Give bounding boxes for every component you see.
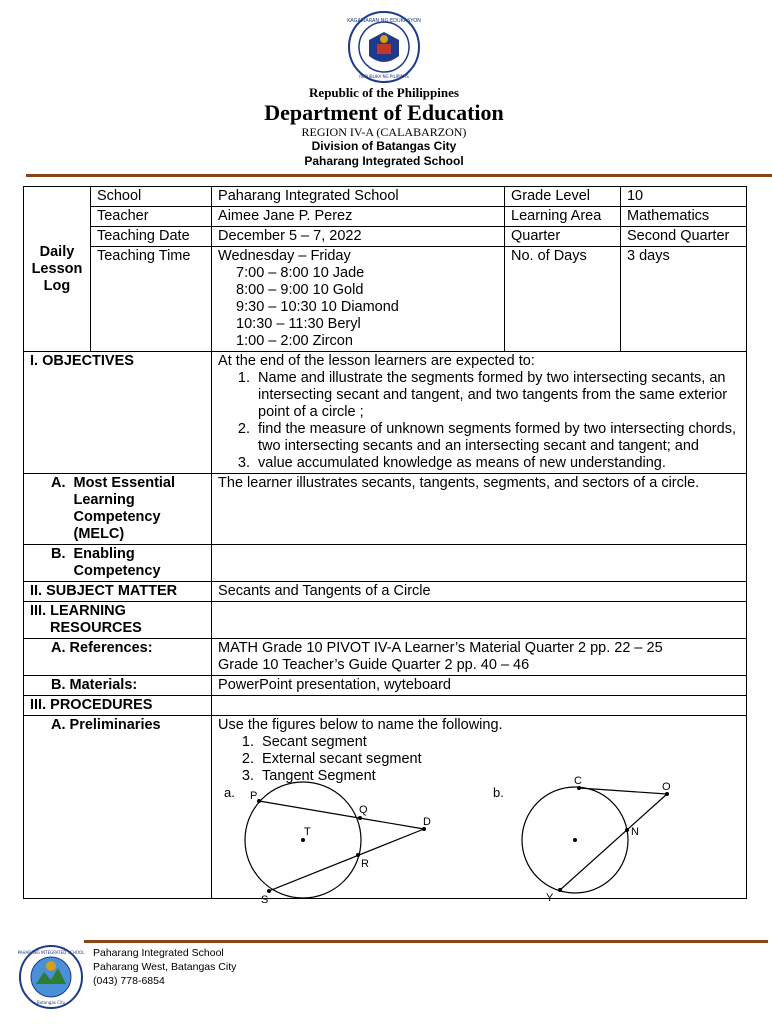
- figure-b-center: [573, 838, 577, 842]
- table-row: [24, 474, 747, 545]
- school-label: School: [90, 187, 211, 207]
- deped-seal-logo: [347, 10, 421, 84]
- preliminaries-item: 3. Tangent Segment: [258, 768, 740, 785]
- republic-line: Republic of the Philippines: [309, 85, 459, 100]
- figure-a-point-s: [267, 889, 271, 893]
- table-row: [24, 187, 747, 207]
- melc-value: The learner illustrates secants, tangents, segments, and sectors of a circle.: [212, 474, 747, 545]
- table-row: [24, 639, 747, 676]
- grade-level-label: Grade Level: [505, 187, 621, 207]
- melc-label-layout: [51, 475, 175, 543]
- table-row: [24, 582, 747, 602]
- table-row: [24, 696, 747, 716]
- school-logo-text: PAHARANG INTEGRATED SCHOOL: [17, 950, 85, 955]
- footer-contact: [93, 946, 236, 988]
- schedule-item: 9:30 – 10:30 10 Diamond: [236, 299, 399, 315]
- figure-a-label-d: D: [423, 816, 431, 828]
- figure-b-label-y: Y: [546, 892, 554, 904]
- header-divider: [26, 174, 772, 177]
- quarter-label: Quarter: [505, 227, 621, 247]
- dll-title-line: Log: [43, 277, 71, 294]
- subject-matter-label: II. SUBJECT MATTER: [24, 582, 212, 602]
- teaching-date-label: Teaching Date: [90, 227, 211, 247]
- dll-title-cell: [24, 187, 91, 352]
- schedule-item: 1:00 – 2:00 Zircon: [236, 333, 353, 349]
- division-line: Division of Batangas City: [311, 139, 457, 153]
- learning-resources-line: RESOURCES: [50, 620, 142, 636]
- materials-value: PowerPoint presentation, wyteboard: [212, 676, 747, 696]
- objectives-label: I. OBJECTIVES: [24, 352, 212, 474]
- quarter-value: Second Quarter: [620, 227, 746, 247]
- school-value: Paharang Integrated School: [212, 187, 505, 207]
- enabling-value: [212, 545, 747, 582]
- figure-a-point-q: [358, 816, 362, 820]
- learning-resources-value: [212, 602, 747, 639]
- figure-b-point-y: [558, 888, 562, 892]
- materials-label: B. Materials:: [24, 676, 212, 696]
- figure-a-label-q: Q: [359, 804, 368, 816]
- references-label: A. References:: [24, 639, 212, 676]
- school-logo-subtext: Batangas City: [37, 1000, 65, 1005]
- figure-b-label: b.: [493, 785, 504, 800]
- figure-a-label-s: S: [261, 894, 269, 906]
- objectives-list: [254, 370, 740, 472]
- subject-matter-value: Secants and Tangents of a Circle: [212, 582, 747, 602]
- dll-title-line: Lesson: [31, 260, 83, 277]
- grade-level-value: 10: [620, 187, 746, 207]
- dll-title-line: Daily: [39, 243, 75, 260]
- no-of-days-label: No. of Days: [505, 247, 621, 352]
- teaching-date-value: December 5 – 7, 2022: [212, 227, 505, 247]
- objectives-intro: At the end of the lesson learners are expected to:: [218, 353, 535, 369]
- objectives-content: [212, 352, 747, 474]
- teaching-time-label: Teaching Time: [90, 247, 211, 352]
- melc-label: [24, 474, 212, 545]
- table-row: [24, 247, 747, 352]
- enabling-letter: B.: [51, 546, 66, 562]
- melc-label-line: Competency: [73, 509, 161, 525]
- learning-area-label: Learning Area: [505, 207, 621, 227]
- figure-a-label-p: P: [250, 790, 258, 802]
- teacher-value: Aimee Jane P. Perez: [212, 207, 505, 227]
- teaching-time-value: [212, 247, 505, 352]
- melc-label-line: (MELC): [73, 526, 125, 542]
- footer-phone: (043) 778-6854: [93, 975, 165, 987]
- no-of-days-value: 3 days: [620, 247, 746, 352]
- table-row: [24, 676, 747, 696]
- figure-b-point-n: [625, 828, 629, 832]
- table-row: [24, 227, 747, 247]
- preliminaries-item: 2. External secant segment: [258, 751, 740, 768]
- learning-area-value: Mathematics: [620, 207, 746, 227]
- daily-lesson-log-table: [23, 186, 747, 906]
- footer-school-name: Paharang Integrated School: [93, 947, 224, 959]
- teacher-label: Teacher: [90, 207, 211, 227]
- schedule-item: 7:00 – 8:00 10 Jade: [236, 265, 365, 281]
- figure-a-label: a.: [224, 785, 235, 800]
- preliminaries-label: A. Preliminaries: [24, 716, 212, 899]
- reference-line: Grade 10 Teacher’s Guide Quarter 2 pp. 40 – 46: [218, 657, 530, 673]
- figure-a-secant-sd: [269, 829, 424, 891]
- enabling-label-layout: [51, 546, 161, 580]
- table-row: [24, 716, 747, 899]
- melc-letter: A.: [51, 475, 66, 491]
- table-row: [24, 352, 747, 474]
- learning-resources-label: [24, 602, 212, 639]
- figure-b-label-c: C: [574, 775, 582, 787]
- teaching-days: Wednesday – Friday: [218, 248, 351, 264]
- objective-item: 2. find the measure of unknown segments formed by two intersecting chords, two intersecting secants and an intersecting secant and tangent; and: [254, 421, 740, 455]
- footer-address: Paharang West, Batangas City: [93, 961, 237, 973]
- preliminaries-item: 1. Secant segment: [258, 734, 740, 751]
- procedures-label: III. PROCEDURES: [24, 696, 212, 716]
- objective-item: 1. Name and illustrate the segments formed by two intersecting secants, an intersecting secant and tangent, and two tangents from the same exterior point of a circle ;: [254, 370, 740, 421]
- seal-text-top: KAGAWARAN NG EDUKASYON: [347, 18, 421, 24]
- figure-b-label-n: N: [631, 826, 639, 838]
- enabling-label: [24, 545, 212, 582]
- department-title: Department of Education: [264, 100, 504, 125]
- table-row: [24, 602, 747, 639]
- objective-item: 3. value accumulated knowledge as means of new understanding.: [254, 455, 740, 472]
- school-logo: [18, 944, 84, 1010]
- figure-a-label-r: R: [361, 858, 369, 870]
- melc-label-line: Most Essential: [73, 475, 176, 491]
- figure-a-point-p: [257, 799, 261, 803]
- melc-label-line: Learning: [73, 492, 135, 508]
- figure-a-secant-pd: [259, 801, 424, 829]
- table-row: [24, 545, 747, 582]
- reference-line: MATH Grade 10 PIVOT IV-A Learner’s Material Quarter 2 pp. 22 – 25: [218, 640, 663, 656]
- enabling-label-line: Enabling: [73, 546, 135, 562]
- preliminaries-list: [258, 734, 740, 785]
- enabling-label-line: Competency: [73, 563, 161, 579]
- figure-a-label-t: T: [304, 826, 311, 838]
- learning-resources-line: III. LEARNING: [30, 603, 126, 619]
- schedule-item: 10:30 – 11:30 Beryl: [236, 316, 361, 332]
- school-line: Paharang Integrated School: [304, 154, 464, 168]
- table-row: [24, 207, 747, 227]
- figure-a-point-r: [356, 853, 360, 857]
- seal-text-bottom: REPUBLIKA NG PILIPINAS: [359, 74, 409, 79]
- figure-b-tangent-co: [579, 788, 667, 794]
- schedule-item: 8:00 – 9:00 10 Gold: [236, 282, 364, 298]
- preliminaries-intro: Use the figures below to name the following.: [218, 717, 503, 733]
- preliminaries-content: [212, 716, 747, 906]
- figure-b-label-o: O: [662, 781, 671, 793]
- figure-a-point-t: [301, 838, 305, 842]
- procedures-value: [212, 696, 747, 716]
- region-line: REGION IV-A (CALABARZON): [301, 125, 467, 139]
- footer-divider: [84, 940, 768, 943]
- references-value: [212, 639, 747, 676]
